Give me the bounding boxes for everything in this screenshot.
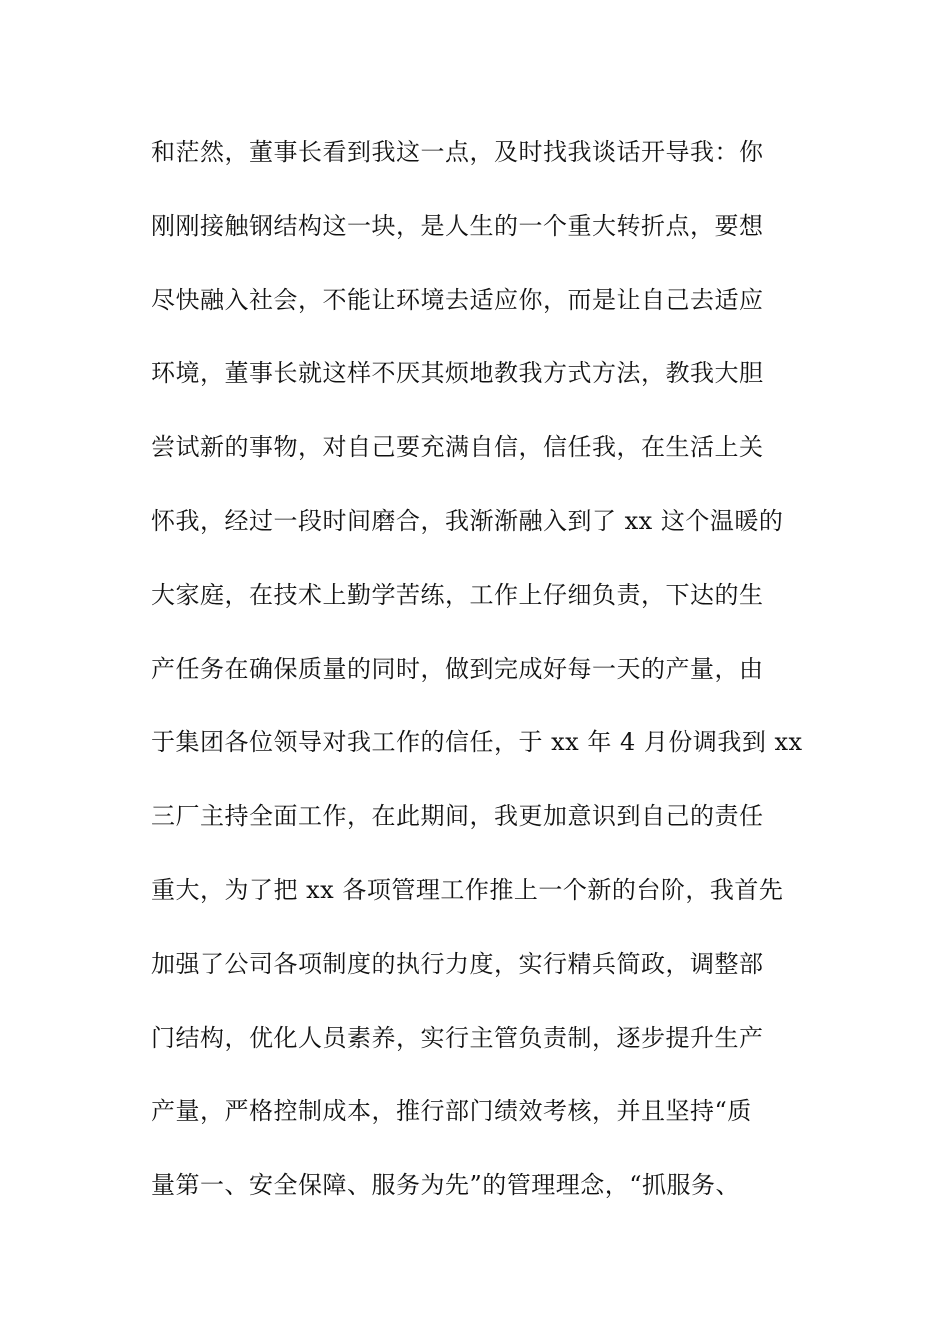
text-line: 产量，严格控制成本，推行部门绩效考核，并且坚持“质 [151,1097,752,1126]
text-line: 环境，董事长就这样不厌其烦地教我方式方法，教我大胆 [151,359,764,388]
text-line: 加强了公司各项制度的执行力度，实行精兵简政，调整部 [151,949,764,978]
body-text [151,126,811,1233]
text-line: 产任务在确保质量的同时，做到完成好每一天的产量，由 [151,654,764,683]
text-line: 于集团各位领导对我工作的信任，于 xx 年 4 月份调我到 xx [151,728,803,757]
text-line: 重大，为了把 xx 各项管理工作推上一个新的台阶，我首先 [151,875,784,904]
text-line: 尝试新的事物，对自己要充满自信，信任我，在生活上关 [151,433,764,462]
text-line: 大家庭，在技术上勤学苦练，工作上仔细负责，下达的生 [151,580,764,609]
text-line: 怀我，经过一段时间磨合，我渐渐融入到了 xx 这个温暖的 [151,506,784,535]
text-line: 门结构，优化人员素养，实行主管负责制，逐步提升生产 [151,1023,764,1052]
text-line: 和茫然，董事长看到我这一点，及时找我谈话开导我：你 [151,138,764,166]
text-line: 三厂主持全面工作，在此期间，我更加意识到自己的责任 [151,802,764,831]
text-line: 量第一、安全保障、服务为先”的管理理念，“抓服务、 [151,1171,741,1200]
text-line: 尽快融入社会，不能让环境去适应你，而是让自己去适应 [151,285,764,314]
text-line: 刚刚接触钢结构这一块，是人生的一个重大转折点，要想 [151,211,764,240]
